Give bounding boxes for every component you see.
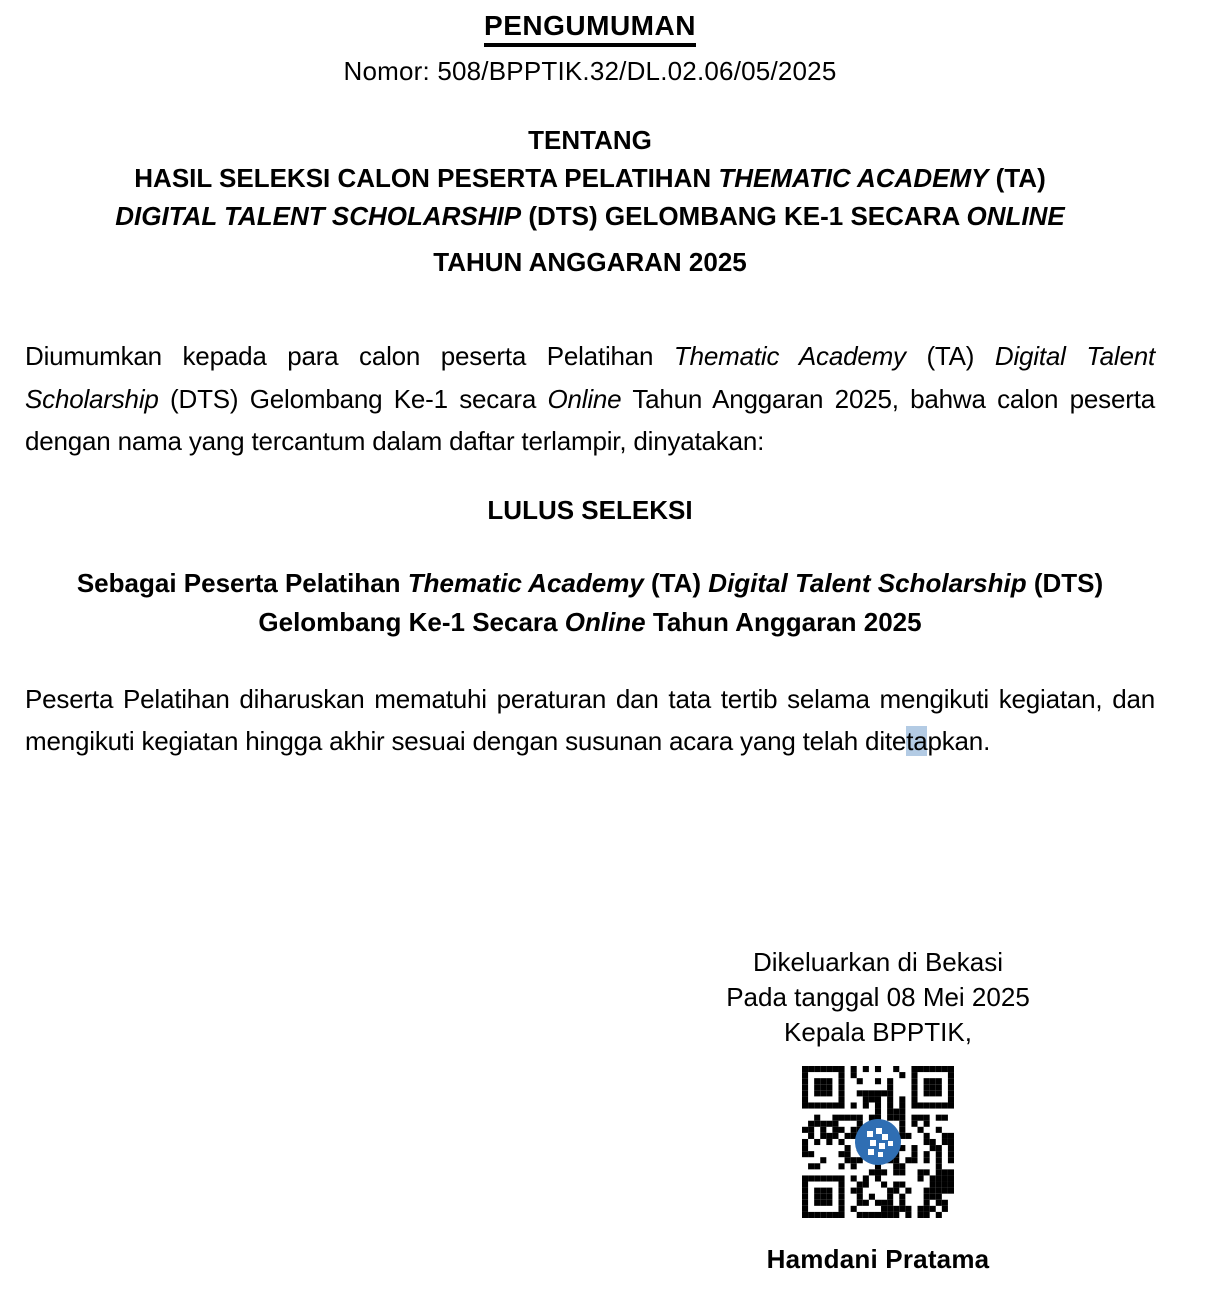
status-heading: LULUS SELEKSI bbox=[487, 494, 693, 525]
subject-block bbox=[25, 121, 1155, 281]
intro-paragraph: Diumumkan kepada para calon peserta Pelatihan Thematic Academy (TA) Digital Talent Scholarship (DTS) Gelombang Ke-1 secara Online Tahun Anggaran 2025, bahwa calon peserta dengan nama yang tercantum dalam daftar terlampir, dinyatakan: bbox=[25, 341, 1155, 456]
content-column bbox=[25, 0, 1155, 763]
signer-name: Hamdani Pratama bbox=[766, 1244, 990, 1274]
subject-line-3: TAHUN ANGGARAN 2025 bbox=[433, 247, 747, 277]
about-label: TENTANG bbox=[528, 125, 652, 155]
document-header bbox=[25, 10, 1155, 87]
closing-block bbox=[653, 945, 1103, 1277]
subject-line-1: HASIL SELEKSI CALON PESERTA PELATIHAN THEMATIC ACADEMY (TA) bbox=[134, 163, 1046, 193]
document-number: Nomor: 508/BPPTIK.32/DL.02.06/05/2025 bbox=[343, 56, 837, 86]
participant-heading: Sebagai Peserta Pelatihan Thematic Academy (TA) Digital Talent Scholarship (DTS) Gelombang Ke-1 Secara Online Tahun Anggaran 2025 bbox=[76, 567, 1104, 637]
issued-place: Dikeluarkan di Bekasi bbox=[752, 947, 1003, 977]
bsre-logo-icon bbox=[855, 1119, 901, 1165]
rules-paragraph: Peserta Pelatihan diharuskan mematuhi peraturan dan tata tertib selama mengikuti kegiatan, dan mengikuti kegiatan hingga akhir sesuai dengan susunan acara yang telah ditetapkan. bbox=[25, 683, 1155, 756]
issued-date: Pada tanggal 08 Mei 2025 bbox=[726, 982, 1030, 1012]
qr-signature-code bbox=[802, 1066, 954, 1218]
signer-title: Kepala BPPTIK, bbox=[784, 1017, 972, 1047]
document-title-text: PENGUMUMAN bbox=[484, 10, 696, 47]
subject-line-2: DIGITAL TALENT SCHOLARSHIP (DTS) GELOMBANG KE-1 SECARA ONLINE bbox=[115, 201, 1065, 231]
document-title bbox=[25, 10, 1155, 47]
